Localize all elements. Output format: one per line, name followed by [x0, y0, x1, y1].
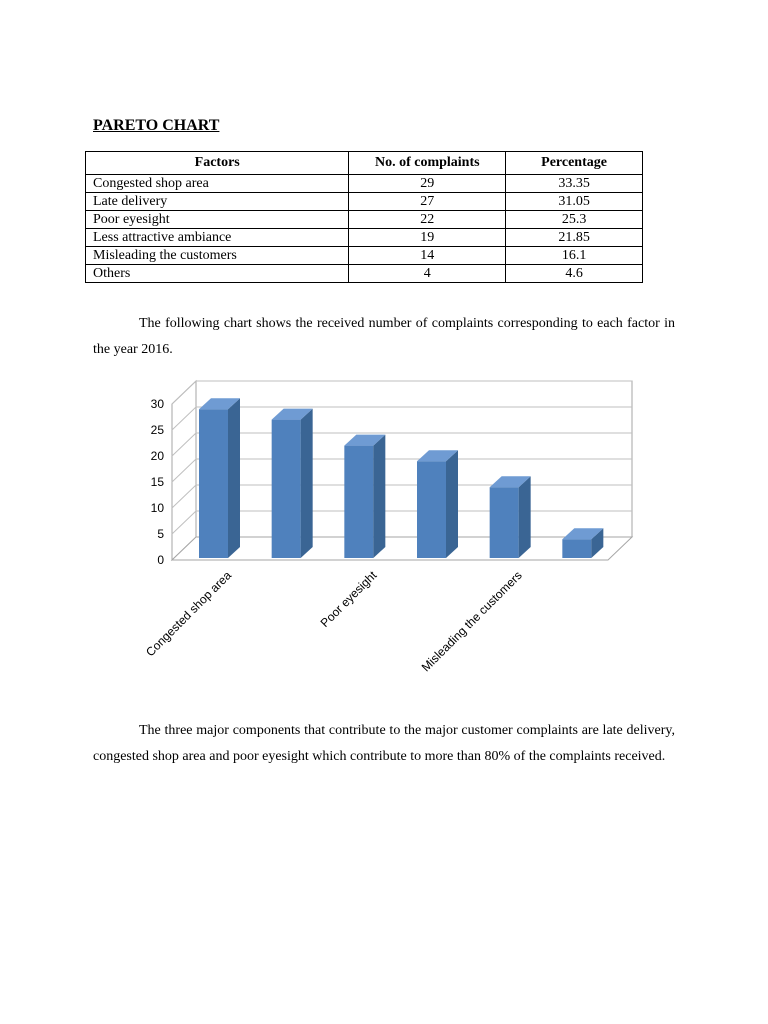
- bar-front: [562, 539, 591, 558]
- complaints-cell: 4: [349, 265, 506, 283]
- percentage-cell: 31.05: [506, 193, 643, 211]
- factor-cell: Poor eyesight: [86, 211, 349, 229]
- bar-side: [446, 450, 458, 558]
- header-complaints: No. of complaints: [349, 152, 506, 175]
- table-row: [86, 229, 643, 247]
- bar-side: [519, 476, 531, 558]
- percentage-cell: 4.6: [506, 265, 643, 283]
- y-tick-label: 15: [150, 475, 164, 489]
- table-row: [86, 211, 643, 229]
- percentage-cell: 33.35: [506, 175, 643, 193]
- percentage-cell: 25.3: [506, 211, 643, 229]
- complaints-bar-chart: [100, 375, 645, 695]
- y-tick-label: 30: [150, 397, 164, 411]
- table-header-row: [86, 152, 643, 175]
- factor-cell: Others: [86, 265, 349, 283]
- table-row: [86, 175, 643, 193]
- header-percentage: Percentage: [506, 152, 643, 175]
- bar-side: [373, 435, 385, 558]
- percentage-cell: 16.1: [506, 247, 643, 265]
- complaints-cell: 19: [349, 229, 506, 247]
- factor-cell: Congested shop area: [86, 175, 349, 193]
- y-tick-label: 25: [150, 423, 164, 437]
- x-category-label: Poor eyesight: [317, 568, 380, 631]
- factor-cell: Misleading the customers: [86, 247, 349, 265]
- complaints-cell: 22: [349, 211, 506, 229]
- bar-front: [490, 487, 519, 558]
- factor-cell: Less attractive ambiance: [86, 229, 349, 247]
- x-category-label: Misleading the customers: [418, 568, 525, 675]
- intro-paragraph-text: The following chart shows the received number of complaints corresponding to each factor in the year 2016.: [93, 316, 675, 357]
- y-tick-label: 20: [150, 449, 164, 463]
- bar-front: [272, 420, 301, 558]
- table-row: [86, 193, 643, 211]
- factor-cell: Late delivery: [86, 193, 349, 211]
- bar-front: [199, 409, 228, 558]
- table-row: [86, 265, 643, 283]
- table-row: [86, 247, 643, 265]
- header-factors: Factors: [86, 152, 349, 175]
- complaints-cell: 27: [349, 193, 506, 211]
- y-tick-label: 0: [157, 553, 164, 567]
- conclusion-paragraph: [93, 718, 675, 770]
- conclusion-paragraph-text: The three major components that contribute to the major customer complaints are late delivery, congested shop area and poor eyesight which contribute to more than 80% of the complaints received.: [93, 723, 675, 764]
- percentage-cell: 21.85: [506, 229, 643, 247]
- x-category-label: Congested shop area: [143, 568, 235, 660]
- y-tick-label: 10: [150, 501, 164, 515]
- complaints-cell: 29: [349, 175, 506, 193]
- bar-front: [344, 446, 373, 558]
- bar-side: [228, 398, 240, 558]
- complaints-table: [85, 151, 643, 283]
- y-tick-label: 5: [157, 527, 164, 541]
- bar-side: [301, 409, 313, 558]
- bar-front: [417, 461, 446, 558]
- complaints-cell: 14: [349, 247, 506, 265]
- intro-paragraph: [93, 311, 675, 363]
- page-heading: PARETO CHART: [93, 117, 220, 134]
